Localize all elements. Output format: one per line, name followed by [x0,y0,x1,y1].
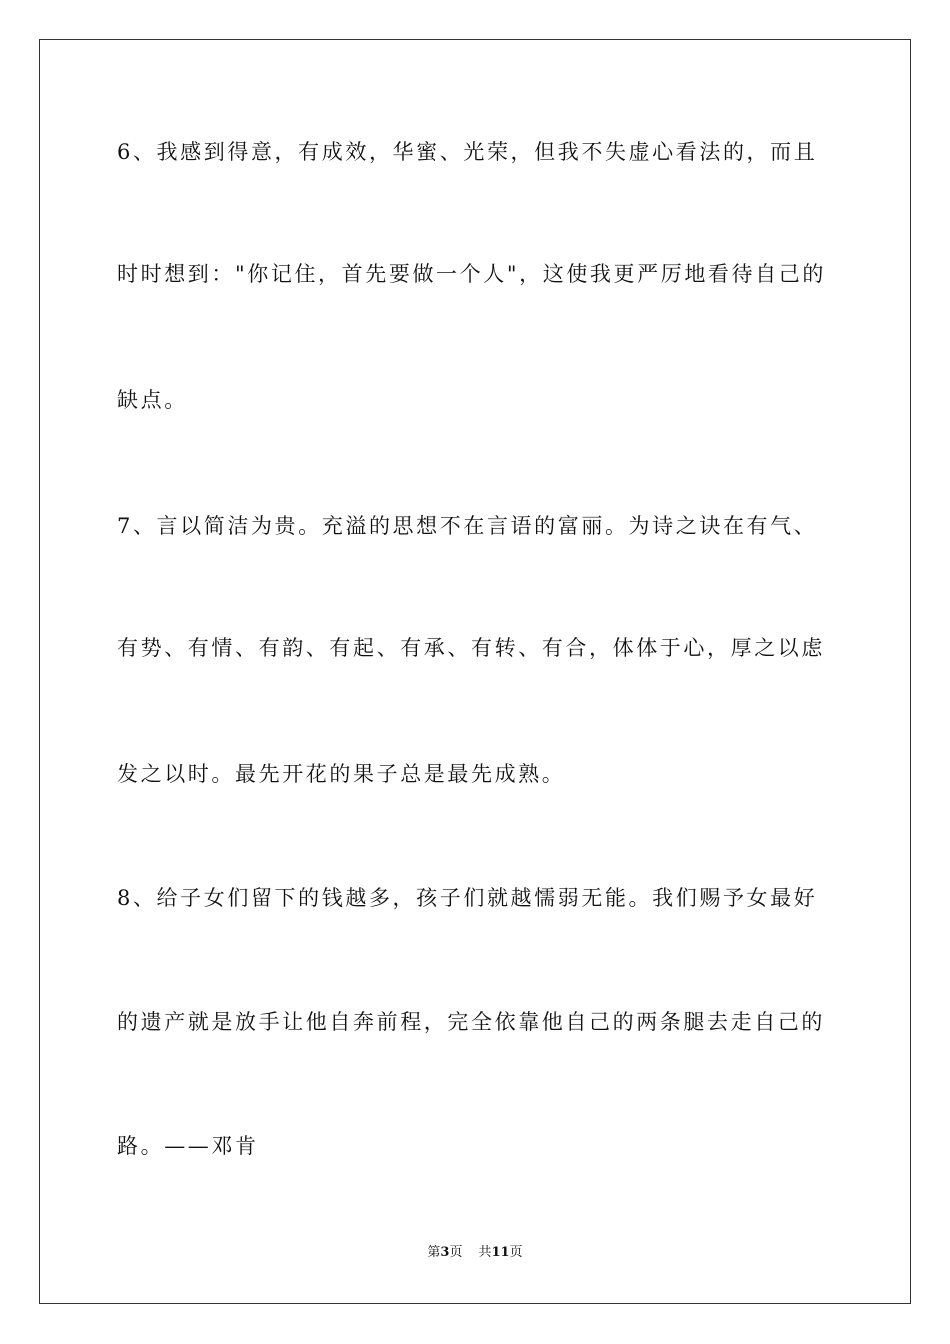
total-prefix: 共 [478,1245,492,1260]
page-prefix: 第 [427,1245,441,1260]
total-suffix: 页 [509,1245,523,1260]
total-pages: 11 [491,1245,510,1260]
page-border [39,39,911,1304]
text-line: 8、给子女们留下的钱越多，孩子们就越懦弱无能。我们赐予女最好 [117,886,818,910]
text-line: 的遗产就是放手让他自奔前程，完全依靠他自己的两条腿去走自己的 [117,1010,825,1034]
text-line: 6、我感到得意，有成效，华蜜、光荣，但我不失虚心看法的，而且 [117,140,818,164]
page-suffix: 页 [449,1245,463,1260]
text-line: 缺点。 [117,388,188,412]
text-line: 发之以时。最先开花的果子总是最先成熟。 [117,762,566,786]
text-line: 7、言以简洁为贵。充溢的思想不在言语的富丽。为诗之诀在有气、 [117,514,818,538]
text-line: 有势、有情、有韵、有起、有承、有转、有合，体体于心，厚之以虑 [117,636,825,660]
text-line: 路。——邓肯 [117,1134,259,1158]
page-footer [0,1244,950,1262]
page-number: 3 [440,1245,450,1260]
text-line: 时时想到："你记住，首先要做一个人"，这使我更严厉地看待自己的 [117,262,826,286]
